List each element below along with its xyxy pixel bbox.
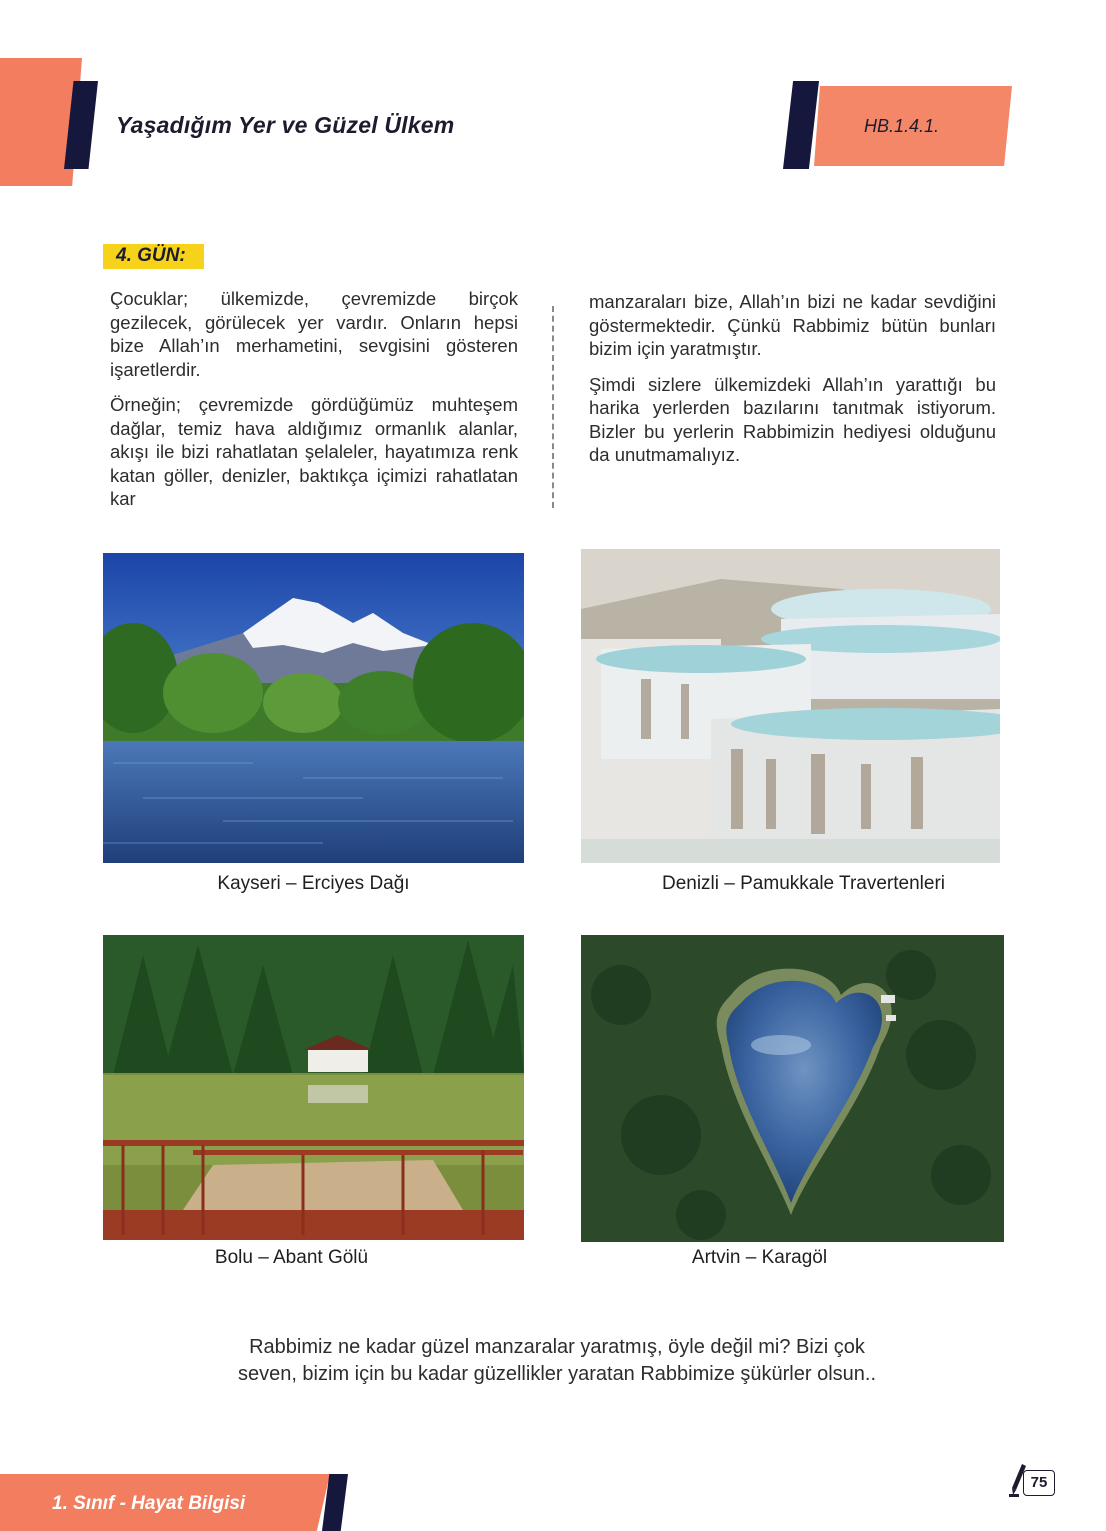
- caption-pamukkale: Denizli – Pamukkale Travertenleri: [661, 873, 945, 894]
- header-right-navy-bar: [783, 81, 819, 169]
- page-number: 75: [1023, 1470, 1055, 1496]
- photo-erciyes-mountain: [103, 553, 524, 863]
- closing-line-2: seven, bizim için bu kadar güzellikler yaratan Rabbimize şükürler olsun..: [237, 1363, 877, 1385]
- footer-book-title: 1. Sınıf - Hayat Bilgisi: [52, 1493, 246, 1514]
- right-text-column: [589, 290, 996, 479]
- left-paragraph-1: Çocuklar; ülkemizde, çevremizde birçok gezilecek, görülecek yer vardır. Onların hepsi bize Allah’ın merhametini, sevgisini gösteren işaretlerdir.: [110, 288, 518, 380]
- closing-text: [150, 1334, 964, 1388]
- right-paragraph-1: manzaraları bize, Allah’ın bizi ne kadar sevdiğini göstermektedir. Çünkü Rabbimiz bütün bunları bizim için yaratmıştır.: [589, 291, 996, 359]
- photo-abant-lake: [103, 935, 524, 1240]
- column-divider: [552, 306, 554, 508]
- caption-abant: Bolu – Abant Gölü: [214, 1247, 369, 1268]
- photo-karagol-lake: [581, 935, 1004, 1242]
- page-title: Yaşadığım Yer ve Güzel Ülkem: [116, 112, 455, 138]
- curriculum-code: HB.1.4.1.: [864, 116, 940, 136]
- photo-pamukkale-travertines: [581, 549, 1000, 863]
- left-paragraph-2: Örneğin; çevremizde gördüğümüz muhteşem dağlar, temiz hava aldığımız ormanlık alanlar, akışı ile bizi rahatlatan şelaleler, hayatımıza renk katan göller, denizler, baktıkça içimizi rahatlatan kar: [110, 394, 518, 509]
- caption-erciyes: Kayseri – Erciyes Dağı: [217, 873, 410, 894]
- left-text-column: [110, 287, 518, 523]
- caption-karagol: Artvin – Karagöl: [691, 1247, 828, 1268]
- day-label: 4. GÜN:: [116, 245, 186, 266]
- closing-line-1: Rabbimiz ne kadar güzel manzaralar yaratmış, öyle değil mi? Bizi çok: [249, 1336, 865, 1358]
- right-paragraph-2: Şimdi sizlere ülkemizdeki Allah’ın yarattığı bu harika yerlerden bazılarını tanıtmak istiyorum. Bizler bu yerlerin Rabbimizin hediyesi olduğunu da unutmamalıyız.: [589, 373, 996, 465]
